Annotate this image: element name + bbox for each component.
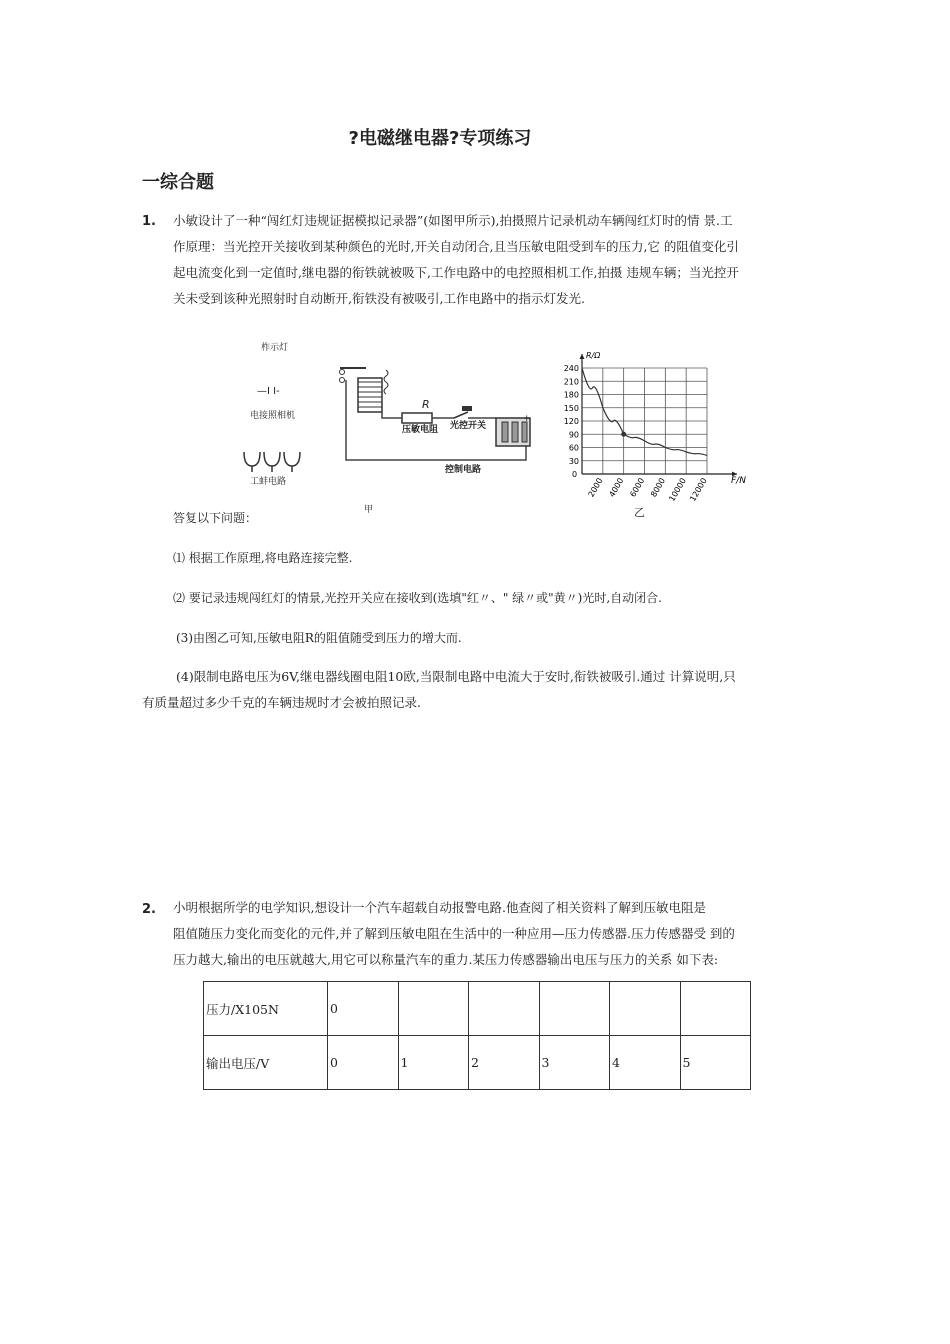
question-1-line: 作原理：当光控开关接收到某种颜色的光时,开关自动闭合,且当压敏电阻受到车的压力,它 的阻值变化引 xyxy=(173,239,739,254)
figure-a-caption: 甲 xyxy=(364,505,374,515)
x-tick-label: 4000 xyxy=(607,476,626,499)
sub-question-3: (3)由图乙可知,压敏电阻R的阻值随受到压力的增大而. xyxy=(176,631,462,645)
y-tick-label: 240 xyxy=(563,364,579,373)
work-circuit-label: 工蚌电路 xyxy=(250,477,287,487)
camera-symbol: —I I- xyxy=(257,386,280,397)
pressure-resistor-label: 压敏电阻 xyxy=(402,425,439,435)
table-cell: 0 xyxy=(328,1036,399,1090)
y-tick-label: 30 xyxy=(568,456,579,466)
y-axis-arrow xyxy=(580,354,585,359)
figure-a-circuit xyxy=(240,330,540,520)
battery-plus-label: + xyxy=(523,414,531,424)
table-cell: 2 xyxy=(469,1036,540,1090)
pressure-voltage-table xyxy=(203,981,751,1090)
figure-b-caption: 乙 xyxy=(634,506,645,519)
page-title: ?电磁继电器?专项练习 xyxy=(348,128,532,149)
question-2-text xyxy=(173,895,823,973)
control-circuit-drawing xyxy=(336,360,540,480)
table-cell xyxy=(539,982,610,1036)
y-tick-label: 120 xyxy=(563,417,579,426)
question-1-line: 关未受到该种光照射时自动断开,衔铁没有被吸引,工作电路中的指示灯发光. xyxy=(173,291,585,306)
answer-intro: 答复以下问题： xyxy=(173,511,258,525)
sub-question-4 xyxy=(142,664,822,716)
y-tick-label: 180 xyxy=(563,390,579,400)
y-tick-label: 210 xyxy=(563,377,579,387)
table-cell: 5 xyxy=(680,1036,751,1090)
work-circuit-coils xyxy=(240,448,320,474)
y-tick-label: 150 xyxy=(563,403,579,413)
y-tick-label: 60 xyxy=(568,443,579,453)
x-tick-label: 2000 xyxy=(586,476,605,499)
chart-ticks xyxy=(564,364,709,503)
resistor-r-label: R xyxy=(422,398,430,411)
control-circuit-label: 控制电路 xyxy=(445,465,482,475)
x-tick-label: 6000 xyxy=(628,476,647,499)
question-2-line: 小明根据所学的电学知识,想设计一个汽车超载自动报警电路.他查阅了相关资料了解到压敏电阻是 xyxy=(173,900,706,915)
y-axis-label: R/Ω xyxy=(586,351,601,360)
table-row xyxy=(204,982,751,1036)
table-cell: 压力/X105N xyxy=(204,982,328,1036)
table-cell: 4 xyxy=(610,1036,681,1090)
chart-grid xyxy=(582,368,707,474)
x-tick-label: 12000 xyxy=(688,476,709,504)
indicator-label: 柞示灯 xyxy=(261,343,289,353)
question-1-line: 小敏设计了一种“闯红灯违规证据模拟记录器”(如图甲所示),拍摄照片记录机动车辆闯红灯时的情 景.工 xyxy=(173,213,733,228)
table-row xyxy=(204,1036,751,1090)
light-switch-label: 光控开关 xyxy=(450,421,487,431)
camera-label: 电接照相机 xyxy=(250,411,296,421)
sub-question-2: ⑵ 要记录违规闯红灯的情景,光控开关应在接收到(选填"红〃、" 绿〃或"黄〃)光时,自动闭合. xyxy=(173,591,662,605)
question-2-line: 阻值随压力变化而变化的元件,并了解到压敏电阻在生活中的一种应用—压力传感器.压力传感器受 到的 xyxy=(173,926,735,941)
data-point-marker xyxy=(621,432,626,437)
table-cell: 3 xyxy=(539,1036,610,1090)
table-cell xyxy=(398,982,469,1036)
y-tick-label: 90 xyxy=(568,430,579,440)
origin-label: 0 xyxy=(572,470,578,479)
sub-question-4-line: (4)限制电路电压为6V,继电器线圈电阻10欧,当限制电路中电流大于安时,衔铁被吸引.通过 计算说明,只 xyxy=(176,669,736,684)
x-tick-label: 8000 xyxy=(649,476,668,499)
sub-question-1: ⑴ 根据工作原理,将电路连接完整. xyxy=(173,551,353,565)
question-2-number: 2. xyxy=(142,902,156,917)
x-axis-label: F/N xyxy=(731,476,746,486)
table-cell: 0 xyxy=(328,982,399,1036)
question-1-number: 1. xyxy=(142,214,156,229)
table-cell xyxy=(469,982,540,1036)
table-cell: 输出电压/V xyxy=(204,1036,328,1090)
x-tick-label: 10000 xyxy=(667,476,688,504)
table-cell xyxy=(610,982,681,1036)
table-cell xyxy=(680,982,751,1036)
table-cell: 1 xyxy=(398,1036,469,1090)
figure-b-chart xyxy=(548,338,758,518)
question-1-text xyxy=(173,208,823,312)
section-heading: 一综合题 xyxy=(142,172,214,193)
question-1-line: 起电流变化到一定值时,继电器的衔铁就被吸下,工作电路中的电控照相机工作,拍摄 违规车辆；当光控开 xyxy=(173,265,739,280)
sub-question-4-line: 有质量超过多少千克的车辆违规时才会被拍照记录. xyxy=(142,695,421,710)
question-2-line: 压力越大,输出的电压就越大,用它可以称量汽车的重力.某压力传感器输出电压与压力的关系 如下表: xyxy=(173,952,719,967)
